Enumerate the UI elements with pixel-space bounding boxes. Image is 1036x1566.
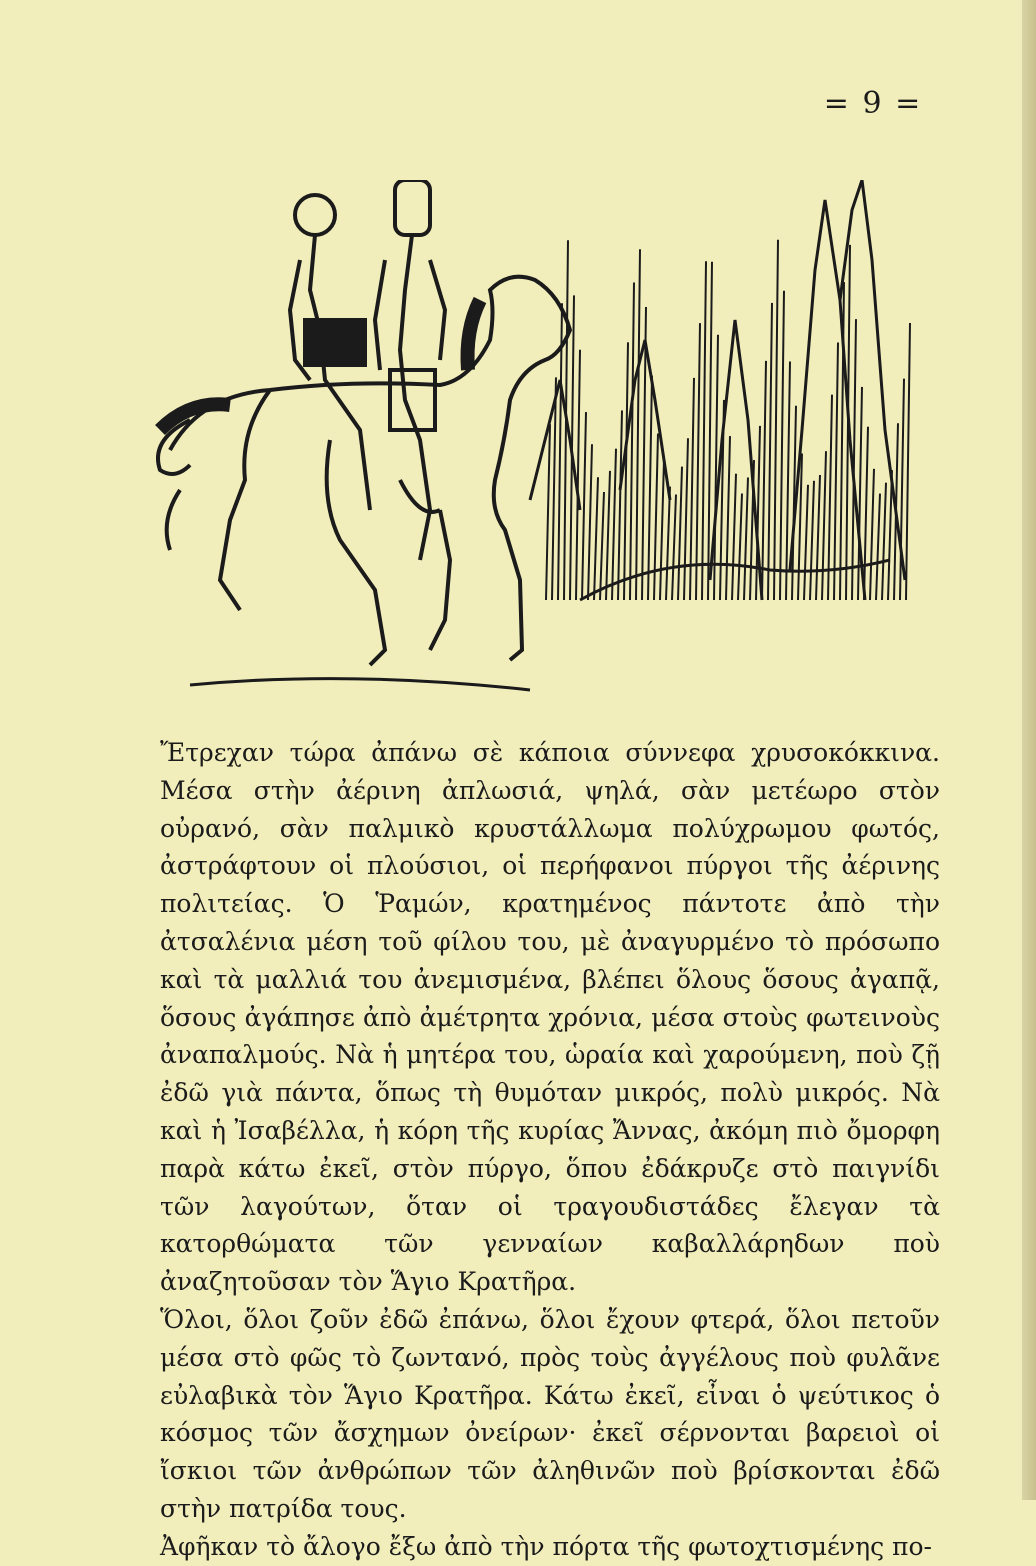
riders [290,180,445,560]
illustration [150,180,920,710]
page-number: = 9 = [823,86,923,121]
page-edge [1022,0,1036,1500]
knight-and-boy-on-horse-with-castle-drawing-icon [150,180,920,710]
ground-line [190,679,530,690]
body-text [160,734,940,1566]
paragraph-2: Ὅλοι, ὅλοι ζοῦν ἐδῶ ἐπάνω, ὅλοι ἔχουν φτερά, ὅλοι πετοῦν μέσα στὸ φῶς τὸ ζωντανό, πρὸς τοὺς ἀγγέλους ποὺ φυλᾶνε εὐλαβικὰ τὸν Ἅγιο Κρατῆρα. Κάτω ἐκεῖ, εἶναι ὁ ψεύτικος ὁ κόσμος τῶν ἄσχημων ὀνείρων· ἐκεῖ σέρνονται βαρειοὶ οἱ ἴσκιοι τῶν ἀνθρώπων τῶν ἀληθινῶν ποὺ βρίσκονται ἐδῶ στὴν πατρίδα τους. [160,1304,940,1523]
castle-hatching [546,240,910,600]
paragraph-3: Ἀφῆκαν τὸ ἄλογο ἔξω ἀπὸ τὴν πόρτα τῆς φωτοχτισμένης πο- [160,1531,932,1561]
paragraph-1: Ἔτρεχαν τώρα ἀπάνω σὲ κάποια σύννεφα χρυσοκόκκινα. Μέσα στὴν ἀέρινη ἀπλωσιά, ψηλά, σὰν μετέωρο στὸν οὐρανό, σὰν παλμικὸ κρυστάλλωμα πολύχρωμου φωτός, ἀστράφτουν οἱ πλούσιοι, οἱ περήφανοι πύργοι τῆς ἀέρινης πολιτείας. Ὁ Ῥαμών, κρατημένος πάντοτε ἀπὸ τὴν ἀτσαλένια μέση τοῦ φίλου του, μὲ ἀναγυρμένο τὸ πρόσωπο καὶ τὰ μαλλιά του ἀνεμισμένα, βλέπει ὅλους ὅσους ἀγαπᾷ, ὅσους ἀγάπησε ἀπὸ ἀμέτρητα χρόνια, μέσα στοὺς φωτεινοὺς ἀναπαλμούς. Νὰ ἡ μητέρα του, ὡραία καὶ χαρούμενη, ποὺ ζῇ ἐδῶ γιὰ πάντα, ὅπως τὴ θυμόταν μικρός, πολὺ μικρός. Νὰ καὶ ἡ Ἰσαβέλλα, ἡ κόρη τῆς κυρίας Ἄννας, ἀκόμη πιὸ ὄμορφη παρὰ κάτω ἐκεῖ, στὸν πύργο, ὅπου ἐδάκρυζε στὸ παιγνίδι τῶν λαγούτων, ὅταν οἱ τραγουδιστάδες ἔλεγαν τὰ κατορθώματα τῶν γενναίων καβαλλάρηδων ποὺ ἀναζητοῦσαν τὸν Ἅγιο Κρατῆρα. [160,738,940,1297]
